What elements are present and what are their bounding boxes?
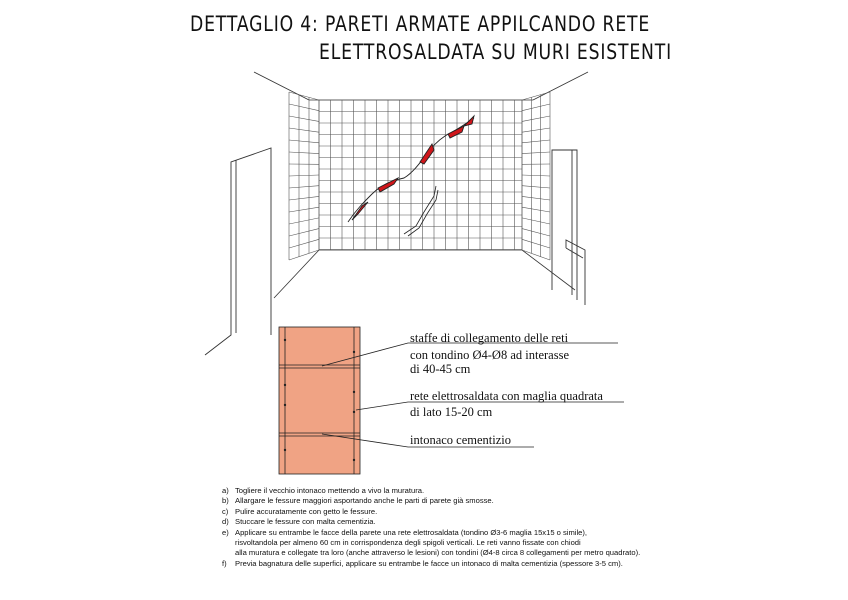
staffe-label-2: con tondino Ø4-Ø8 ad interasse [410,348,569,362]
secondary-crack [404,186,438,236]
staffe-label-3: di 40-45 cm [410,362,471,376]
intonaco-label: intonaco cementizio [410,433,512,447]
note-b: b) Allargare le fessure maggiori asportando anche le parti di parete già smosse. [222,496,494,506]
mesh-left-wall [289,92,319,260]
note-f: f) Previa bagnatura delle superfici, applicare su entrambe le facce un intonaco di malta cementizia (spessore 3-5 cm). [222,558,623,568]
mesh-right-wall [522,92,550,260]
note-e-cont-2: alla muratura e collegate tra loro (anche attraverso le lesioni) con tondini (Ø4-8 circa 8 collegamenti per metro quadrato). [235,548,641,558]
rete-label-2: di lato 15-20 cm [410,405,493,419]
mesh-back-wall [319,100,522,250]
wall-cross-section [279,327,360,474]
room-outline [254,72,588,298]
staffe-label-1: staffe di collegamento delle reti [410,331,569,345]
rete-label-1: rete elettrosaldata con maglia quadrata [410,389,603,403]
note-c: c) Pulire accuratamente con getto le fessure. [222,506,378,516]
note-d: d) Stuccare le fessure con malta cementizia. [222,517,376,527]
instructions-list [222,486,640,569]
right-wall-section [552,150,585,305]
note-e-cont-1: risvoltandola per almeno 60 cm in corrispondenza degli spigoli verticali. Le reti vanno fissate con chiodi [235,538,581,548]
note-a: a) Togliere il vecchio intonaco mettendo a vivo la muratura. [222,486,425,495]
left-wall-section [205,148,271,355]
note-e: e) Applicare su entrambe le facce della parete una rete elettrosaldata (tondino Ø3-6 maglia 15x15 o simile), [222,527,588,537]
title-line-1: DETTAGLIO 4: PARETI ARMATE APPILCANDO RETE [190,12,651,36]
title-line-2: ELETTROSALDATA SU MURI ESISTENTI [319,40,672,64]
